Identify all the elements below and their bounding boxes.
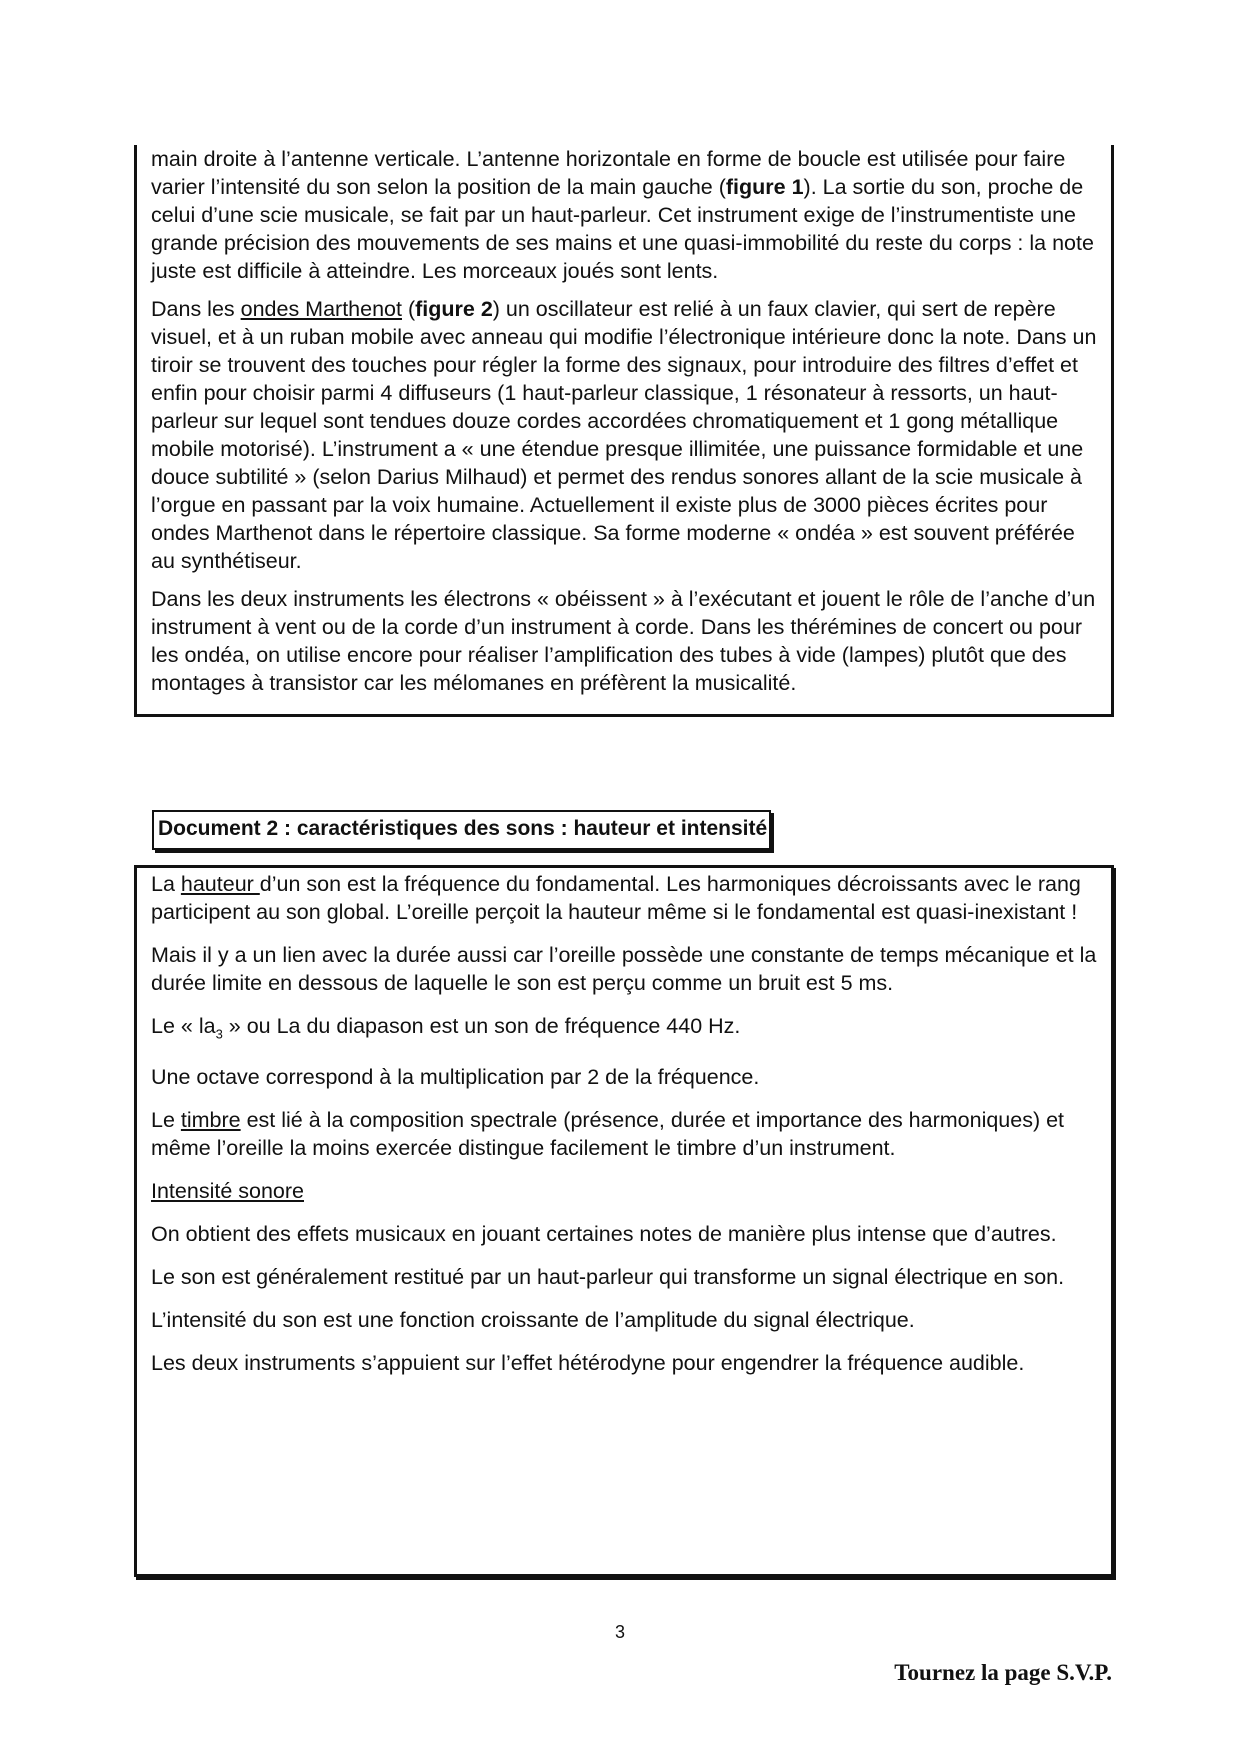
document-2-box — [134, 865, 1114, 1577]
intensite-term: Intensité sonore — [151, 1179, 304, 1204]
paragraph-theremine — [151, 145, 1097, 285]
hauteur-term: hauteur — [180, 872, 260, 896]
text: ( — [401, 297, 416, 321]
paragraph-haut-parleur: Le son est généralement restitué par un haut-parleur qui transforme un signal électrique en son. — [151, 1265, 1065, 1290]
paragraph-la3 — [151, 1012, 1097, 1048]
text: est lié à la composition spectrale (présence, durée et importance des harmoniques) et même l’oreille la moins exercée distingue facilement le timbre d’un instrument. — [151, 1108, 1065, 1161]
ondes-marthenot-term: ondes Marthenot — [240, 297, 402, 321]
document-1-continuation-box — [134, 145, 1114, 717]
text: ) un oscillateur est relié à un faux clavier, qui sert de repère visuel, et à un ruban mobile avec anneau qui modifie l’électronique intérieure donc la note. Dans un tiroir se trouvent des touches pour régler la forme des signaux, pour introduire des filtres d’effet et enfin pour choisir parmi 4 diffuseurs (1 haut-parleur classique, 1 résonateur à ressorts, un haut-parleur sur lequel sont tendues douze cordes accordées chromatiquement et 1 gong métallique mobile motorisé). L’instrument a « une étendue presque illimitée, une puissance formidable et une douce subtilité » (selon Darius Milhaud) et permet des rendus sonores allant de la scie musicale à l’orgue en passant par la voix humaine. Actuellement il existe plus de 3000 pièces écrites pour ondes Marthenot dans le répertoire classique. Sa forme moderne « ondéa » est souvent préférée au synthétiseur. — [151, 297, 1097, 573]
paragraph-intensite-heading — [151, 1177, 1097, 1205]
text: main droite à l’antenne verticale. L’antenne horizontale en forme de boucle est utilisée pour faire varier l’intensité du son selon la position de la main gauche ( — [151, 147, 1066, 199]
timbre-term: timbre — [180, 1108, 241, 1133]
paragraph-ondes-marthenot — [151, 295, 1097, 575]
footer-turn-page: Tournez la page S.V.P. — [894, 1660, 1112, 1685]
paragraph-heterodyne: Les deux instruments s’appuient sur l’effet hétérodyne pour engendrer la fréquence audible. — [151, 1351, 1025, 1376]
paragraph-duree: Mais il y a un lien avec la durée aussi car l’oreille possède une constante de temps mécanique et la durée limite en dessous de laquelle le son est perçu comme un bruit est 5 ms. — [151, 943, 1097, 995]
paragraph-amplitude: L’intensité du son est une fonction croissante de l’amplitude du signal électrique. — [151, 1308, 915, 1333]
subscript: 3 — [215, 1026, 223, 1042]
text: Dans les — [151, 297, 241, 321]
figure-ref: figure 2 — [415, 297, 493, 321]
text: La — [151, 872, 181, 896]
text: Le « la — [151, 1014, 216, 1038]
paragraph-electrons: Dans les deux instruments les électrons « obéissent » à l’exécutant et jouent le rôle de l’anche d’un instrument à vent ou de la corde d’un instrument à corde. Dans les thérémines de concert ou pour les ondéa, on utilise encore pour réaliser l’amplification des tubes à vide (lampes) plutôt que des montages à transistor car les mélomanes en préfèrent la musicalité. — [151, 587, 1096, 695]
text: ). La sortie du son, proche de celui d’une scie musicale, se fait par un haut-parleur. Cet instrument exige de l’instrumentiste une grande précision des mouvements de ses mains et une quasi-immobilité du reste du corps : la note juste est difficile à atteindre. Les morceaux joués sont lents. — [151, 175, 1094, 283]
page-number: 3 — [614, 1622, 625, 1642]
text: Le — [151, 1108, 181, 1133]
text: » ou La du diapason est un son de fréquence 440 Hz. — [222, 1014, 741, 1038]
figure-ref: figure 1 — [725, 175, 804, 199]
paragraph-timbre — [151, 1106, 1097, 1162]
paragraph-effets: On obtient des effets musicaux en jouant certaines notes de manière plus intense que d’autres. — [151, 1222, 1057, 1247]
paragraph-octave: Une octave correspond à la multiplication par 2 de la fréquence. — [151, 1065, 760, 1090]
text: d’un son est la fréquence du fondamental. Les harmoniques décroissants avec le rang participent au son global. L’oreille perçoit la hauteur même si le fondamental est quasi-inexistant ! — [151, 872, 1081, 924]
document-2-title: Document 2 : caractéristiques des sons : hauteur et intensité — [152, 810, 771, 850]
paragraph-hauteur — [151, 870, 1097, 926]
